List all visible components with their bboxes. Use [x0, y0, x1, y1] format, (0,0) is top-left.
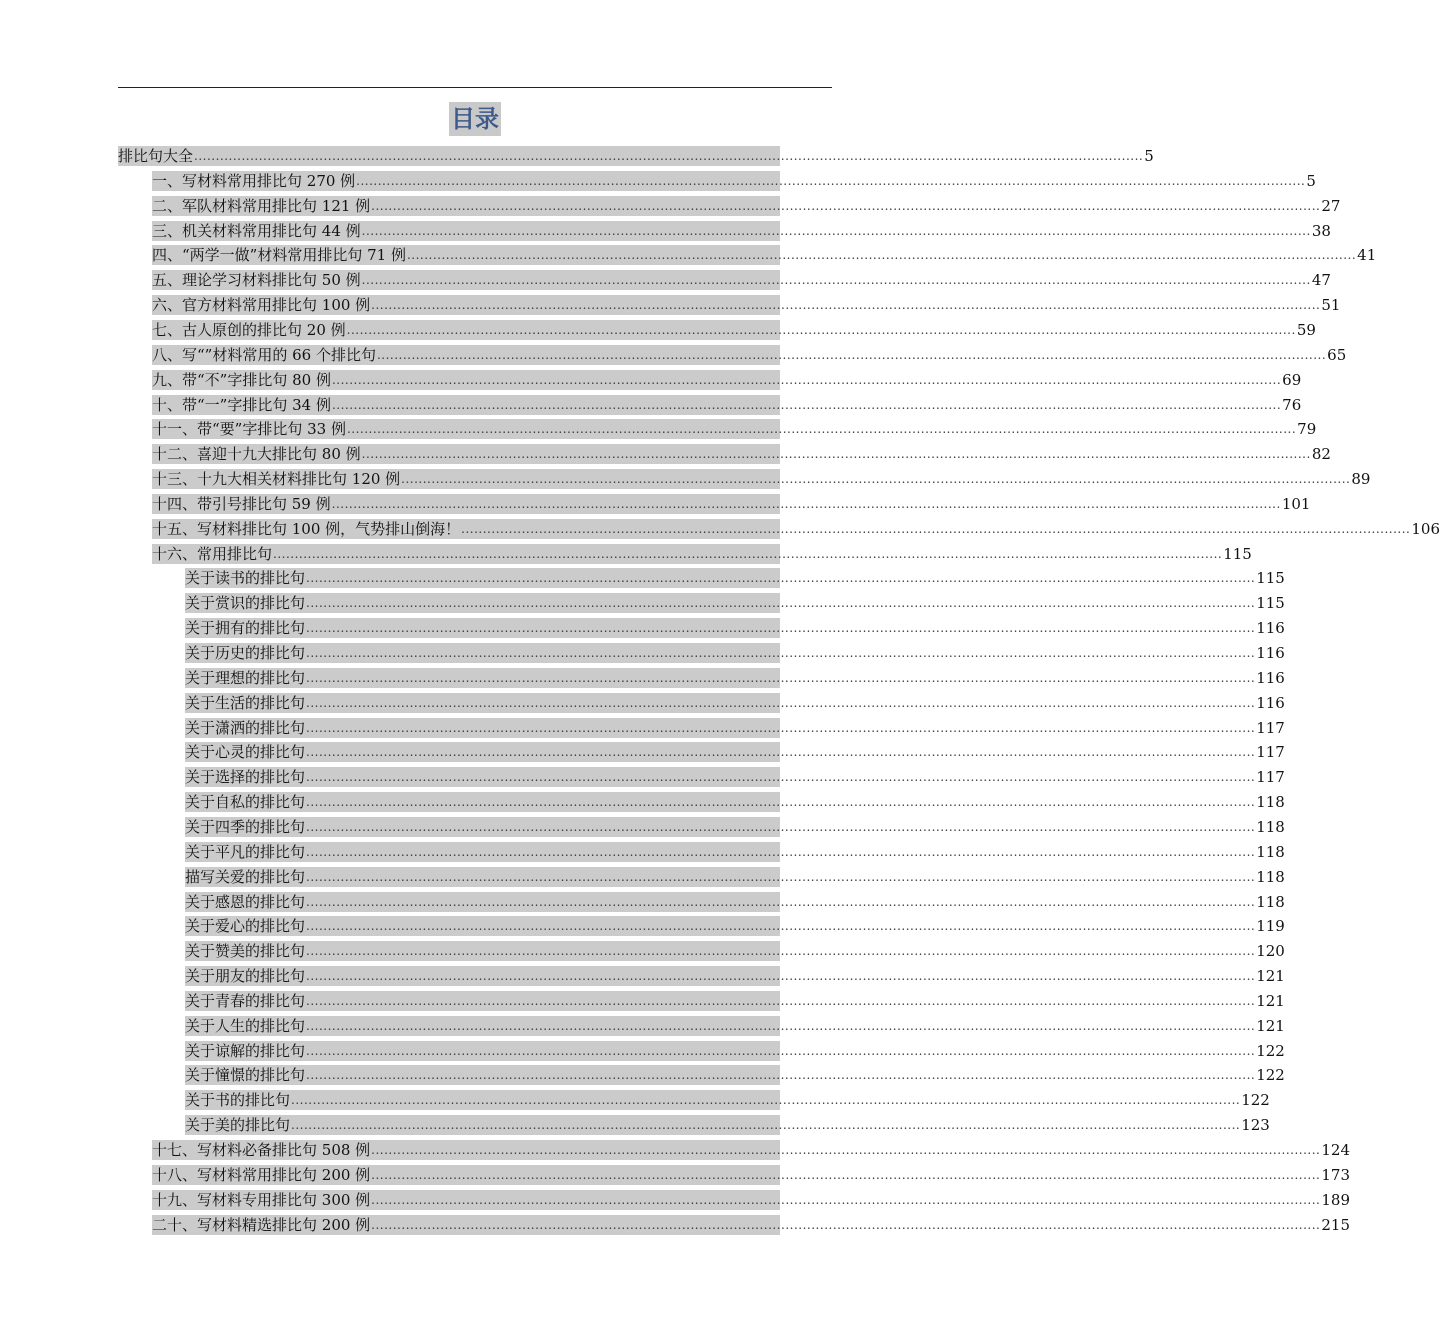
toc-page-number: 65	[1327, 346, 1347, 364]
toc-dot-leader: ............................................................................................................................................................................................................................	[376, 348, 1327, 362]
toc-entry-title: 关于爱心的排比句	[185, 917, 306, 935]
toc-entry[interactable]	[152, 395, 1302, 415]
toc-entry[interactable]	[152, 320, 1316, 340]
toc-page-number: 118	[1256, 893, 1285, 911]
toc-entry-title: 十九、写材料专用排比句 300 例	[152, 1191, 371, 1209]
toc-entry-title: 十五、写材料排比句 100 例，气势排山倒海！	[152, 520, 461, 538]
toc-entry-title: 二、军队材料常用排比句 121 例	[152, 197, 371, 215]
toc-entry-title: 关于四季的排比句	[185, 818, 306, 836]
toc-entry-title: 关于历史的排比句	[185, 644, 306, 662]
toc-page-number: 118	[1256, 843, 1285, 861]
toc-dot-leader: ............................................................................................................................................................................................................................	[306, 944, 1256, 958]
toc-title-text: 目录	[449, 102, 501, 136]
toc-entry[interactable]	[152, 345, 1347, 365]
toc-entry[interactable]	[185, 1090, 1270, 1110]
toc-page-number: 118	[1256, 818, 1285, 836]
toc-page-number: 5	[1306, 172, 1316, 190]
toc-entry[interactable]	[152, 270, 1331, 290]
toc-dot-leader: ............................................................................................................................................................................................................................	[306, 721, 1256, 735]
toc-entry-title: 四、“两学一做”材料常用排比句 71 例	[152, 246, 406, 264]
toc-dot-leader: ............................................................................................................................................................................................................................	[306, 845, 1256, 859]
toc-page-number: 118	[1256, 793, 1285, 811]
toc-page-number: 82	[1311, 445, 1331, 463]
toc-entry-title: 一、写材料常用排比句 270 例	[152, 172, 356, 190]
toc-dot-leader: ............................................................................................................................................................................................................................	[291, 1118, 1241, 1132]
toc-entry-title: 十七、写材料必备排比句 508 例	[152, 1141, 371, 1159]
toc-entry[interactable]	[185, 991, 1285, 1011]
toc-dot-leader: ............................................................................................................................................................................................................................	[306, 1019, 1256, 1033]
toc-entry[interactable]	[185, 867, 1285, 887]
toc-dot-leader: ............................................................................................................................................................................................................................	[306, 621, 1256, 635]
toc-entry[interactable]	[185, 1065, 1285, 1085]
toc-entry-title: 二十、写材料精选排比句 200 例	[152, 1216, 371, 1234]
toc-page-number: 118	[1256, 868, 1285, 886]
toc-page-number: 76	[1282, 396, 1302, 414]
toc-entry[interactable]	[152, 1140, 1350, 1160]
toc-page-number: 122	[1256, 1042, 1285, 1060]
toc-entry-title: 关于潇洒的排比句	[185, 719, 306, 737]
toc-dot-leader: ............................................................................................................................................................................................................................	[306, 969, 1256, 983]
toc-entry[interactable]	[152, 221, 1331, 241]
toc-entry-title: 十八、写材料常用排比句 200 例	[152, 1166, 371, 1184]
toc-entry-title: 八、写“”材料常用的 66 个排比句	[152, 346, 376, 364]
toc-dot-leader: ............................................................................................................................................................................................................................	[361, 224, 1311, 238]
toc-entry-title: 关于美的排比句	[185, 1116, 291, 1134]
toc-page-number: 116	[1256, 694, 1285, 712]
toc-entry[interactable]	[152, 419, 1317, 439]
toc-dot-leader: ............................................................................................................................................................................................................................	[306, 1068, 1256, 1082]
toc-page-number: 173	[1321, 1166, 1350, 1184]
toc-dot-leader: ............................................................................................................................................................................................................................	[306, 919, 1256, 933]
toc-dot-leader: ............................................................................................................................................................................................................................	[306, 596, 1256, 610]
toc-page-number: 115	[1256, 569, 1285, 587]
toc-entry[interactable]	[185, 892, 1285, 912]
toc-entry-title: 关于自私的排比句	[185, 793, 306, 811]
toc-dot-leader: ............................................................................................................................................................................................................................	[306, 571, 1256, 585]
toc-dot-leader: ............................................................................................................................................................................................................................	[306, 745, 1256, 759]
toc-page-number: 121	[1256, 967, 1285, 985]
toc-entry[interactable]	[185, 1115, 1270, 1135]
toc-entry[interactable]	[185, 568, 1285, 588]
toc-page-number: 116	[1256, 669, 1285, 687]
toc-entry[interactable]	[152, 196, 1341, 216]
toc-entry[interactable]	[185, 792, 1285, 812]
toc-page-number: 69	[1282, 371, 1302, 389]
toc-entry-title: 九、带“不”字排比句 80 例	[152, 371, 331, 389]
toc-entry-title: 关于青春的排比句	[185, 992, 306, 1010]
toc-page-number: 121	[1256, 992, 1285, 1010]
toc-dot-leader: ............................................................................................................................................................................................................................	[194, 149, 1144, 163]
toc-entry-title: 十四、带引号排比句 59 例	[152, 495, 331, 513]
toc-dot-leader: ............................................................................................................................................................................................................................	[371, 298, 1321, 312]
toc-dot-leader: ............................................................................................................................................................................................................................	[291, 1093, 1241, 1107]
toc-entry-title: 关于谅解的排比句	[185, 1042, 306, 1060]
toc-entry-title: 关于选择的排比句	[185, 768, 306, 786]
toc-entry[interactable]	[185, 817, 1285, 837]
toc-dot-leader: ............................................................................................................................................................................................................................	[371, 1168, 1321, 1182]
toc-page-number: 27	[1321, 197, 1341, 215]
toc-entry-title: 十一、带“要”字排比句 33 例	[152, 420, 346, 438]
toc-page-number: 189	[1321, 1191, 1350, 1209]
toc-dot-leader: ............................................................................................................................................................................................................................	[306, 870, 1256, 884]
toc-dot-leader: ............................................................................................................................................................................................................................	[306, 895, 1256, 909]
toc-dot-leader: ............................................................................................................................................................................................................................	[406, 248, 1357, 262]
toc-entry-title: 十三、十九大相关材料排比句 120 例	[152, 470, 401, 488]
toc-entry[interactable]	[185, 916, 1285, 936]
toc-dot-leader: ............................................................................................................................................................................................................................	[361, 447, 1311, 461]
toc-entry-title: 关于赞美的排比句	[185, 942, 306, 960]
toc-entry-title: 十六、常用排比句	[152, 545, 273, 563]
toc-entry-title: 十二、喜迎十九大排比句 80 例	[152, 445, 361, 463]
toc-entry[interactable]	[152, 444, 1331, 464]
toc-entry-title: 关于平凡的排比句	[185, 843, 306, 861]
toc-page-number: 115	[1223, 545, 1252, 563]
toc-page-number: 51	[1321, 296, 1341, 314]
toc-entry[interactable]	[185, 718, 1285, 738]
toc-entry-title: 关于憧憬的排比句	[185, 1066, 306, 1084]
toc-entry[interactable]	[152, 469, 1371, 489]
toc-entry-title: 关于人生的排比句	[185, 1017, 306, 1035]
toc-entry-title: 关于生活的排比句	[185, 694, 306, 712]
toc-entry-title: 七、古人原创的排比句 20 例	[152, 321, 346, 339]
toc-entry[interactable]	[152, 544, 1252, 564]
toc-dot-leader: ............................................................................................................................................................................................................................	[331, 398, 1282, 412]
toc-entry-title: 关于心灵的排比句	[185, 743, 306, 761]
toc-entry[interactable]	[118, 146, 1154, 166]
toc-page-number: 117	[1256, 743, 1285, 761]
toc-page-number: 116	[1256, 644, 1285, 662]
toc-dot-leader: ............................................................................................................................................................................................................................	[331, 373, 1282, 387]
toc-dot-leader: ............................................................................................................................................................................................................................	[356, 174, 1306, 188]
toc-dot-leader: ............................................................................................................................................................................................................................	[331, 497, 1281, 511]
toc-entry-title: 排比句大全	[118, 147, 194, 165]
toc-entry-title: 描写关爱的排比句	[185, 868, 306, 886]
toc-page-number: 115	[1256, 594, 1285, 612]
toc-page-number: 59	[1296, 321, 1316, 339]
toc-entry-title: 关于感恩的排比句	[185, 893, 306, 911]
toc-entry[interactable]	[185, 767, 1285, 787]
toc-dot-leader: ............................................................................................................................................................................................................................	[306, 994, 1256, 1008]
toc-entry-title: 三、机关材料常用排比句 44 例	[152, 222, 361, 240]
toc-page-number: 79	[1297, 420, 1317, 438]
toc-entry[interactable]	[152, 295, 1341, 315]
toc-dot-leader: ............................................................................................................................................................................................................................	[461, 522, 1411, 536]
toc-entry[interactable]	[185, 966, 1285, 986]
toc-page-number: 215	[1321, 1216, 1350, 1234]
toc-dot-leader: ............................................................................................................................................................................................................................	[306, 646, 1256, 660]
toc-dot-leader: ............................................................................................................................................................................................................................	[361, 273, 1311, 287]
toc-entry[interactable]	[185, 643, 1285, 663]
toc-entry-title: 关于书的排比句	[185, 1091, 291, 1109]
toc-entry-title: 五、理论学习材料排比句 50 例	[152, 271, 361, 289]
toc-dot-leader: ............................................................................................................................................................................................................................	[346, 422, 1297, 436]
toc-page-number: 117	[1256, 719, 1285, 737]
toc-entry[interactable]	[185, 593, 1285, 613]
toc-page-number: 38	[1311, 222, 1331, 240]
toc-page-number: 89	[1351, 470, 1371, 488]
toc-page-number: 47	[1311, 271, 1331, 289]
toc-dot-leader: ............................................................................................................................................................................................................................	[371, 1193, 1321, 1207]
toc-page-number: 124	[1321, 1141, 1350, 1159]
toc-entry-title: 关于朋友的排比句	[185, 967, 306, 985]
toc-entry-title: 关于拥有的排比句	[185, 619, 306, 637]
toc-entry[interactable]	[152, 1215, 1350, 1235]
toc-dot-leader: ............................................................................................................................................................................................................................	[273, 547, 1223, 561]
toc-dot-leader: ............................................................................................................................................................................................................................	[401, 472, 1351, 486]
toc-page-number: 123	[1241, 1116, 1270, 1134]
toc-dot-leader: ............................................................................................................................................................................................................................	[371, 1143, 1321, 1157]
toc-page-number: 120	[1256, 942, 1285, 960]
toc-entry[interactable]	[152, 1190, 1350, 1210]
toc-entry-title: 关于读书的排比句	[185, 569, 306, 587]
toc-page-number: 121	[1256, 1017, 1285, 1035]
toc-dot-leader: ............................................................................................................................................................................................................................	[306, 1044, 1256, 1058]
toc-entry-title: 六、官方材料常用排比句 100 例	[152, 296, 371, 314]
toc-entry[interactable]	[185, 668, 1285, 688]
toc-dot-leader: ............................................................................................................................................................................................................................	[306, 696, 1256, 710]
toc-dot-leader: ............................................................................................................................................................................................................................	[371, 199, 1321, 213]
toc-entry[interactable]	[185, 842, 1285, 862]
toc-page-number: 122	[1256, 1066, 1285, 1084]
toc-entry[interactable]	[185, 1041, 1285, 1061]
toc-page-number: 5	[1144, 147, 1154, 165]
toc-entry-title: 关于赏识的排比句	[185, 594, 306, 612]
toc-dot-leader: ............................................................................................................................................................................................................................	[306, 795, 1256, 809]
toc-dot-leader: ............................................................................................................................................................................................................................	[306, 820, 1256, 834]
toc-page-number: 116	[1256, 619, 1285, 637]
toc-entry-title: 十、带“一”字排比句 34 例	[152, 396, 331, 414]
toc-page-number: 119	[1256, 917, 1285, 935]
toc-entry-title: 关于理想的排比句	[185, 669, 306, 687]
toc-title	[0, 102, 950, 136]
toc-dot-leader: ............................................................................................................................................................................................................................	[306, 671, 1256, 685]
toc-page-number: 122	[1241, 1091, 1270, 1109]
toc-dot-leader: ............................................................................................................................................................................................................................	[346, 323, 1296, 337]
toc-entry[interactable]	[185, 742, 1285, 762]
toc-page-number: 101	[1281, 495, 1311, 513]
toc-entry[interactable]	[185, 618, 1285, 638]
toc-entry[interactable]	[185, 941, 1285, 961]
toc-dot-leader: ............................................................................................................................................................................................................................	[371, 1218, 1321, 1232]
toc-entry[interactable]	[152, 494, 1311, 514]
toc-page-number: 106	[1411, 520, 1440, 538]
toc-entry[interactable]	[152, 370, 1302, 390]
toc-entry[interactable]	[185, 693, 1285, 713]
toc-dot-leader: ............................................................................................................................................................................................................................	[306, 770, 1256, 784]
toc-entry[interactable]	[152, 245, 1377, 265]
toc-entry[interactable]	[185, 1016, 1285, 1036]
toc-page-number: 117	[1256, 768, 1285, 786]
header-rule	[118, 87, 832, 88]
toc-page-number: 41	[1357, 246, 1377, 264]
toc-entry[interactable]	[152, 171, 1316, 191]
toc-entry[interactable]	[152, 519, 1440, 539]
toc-entry[interactable]	[152, 1165, 1350, 1185]
